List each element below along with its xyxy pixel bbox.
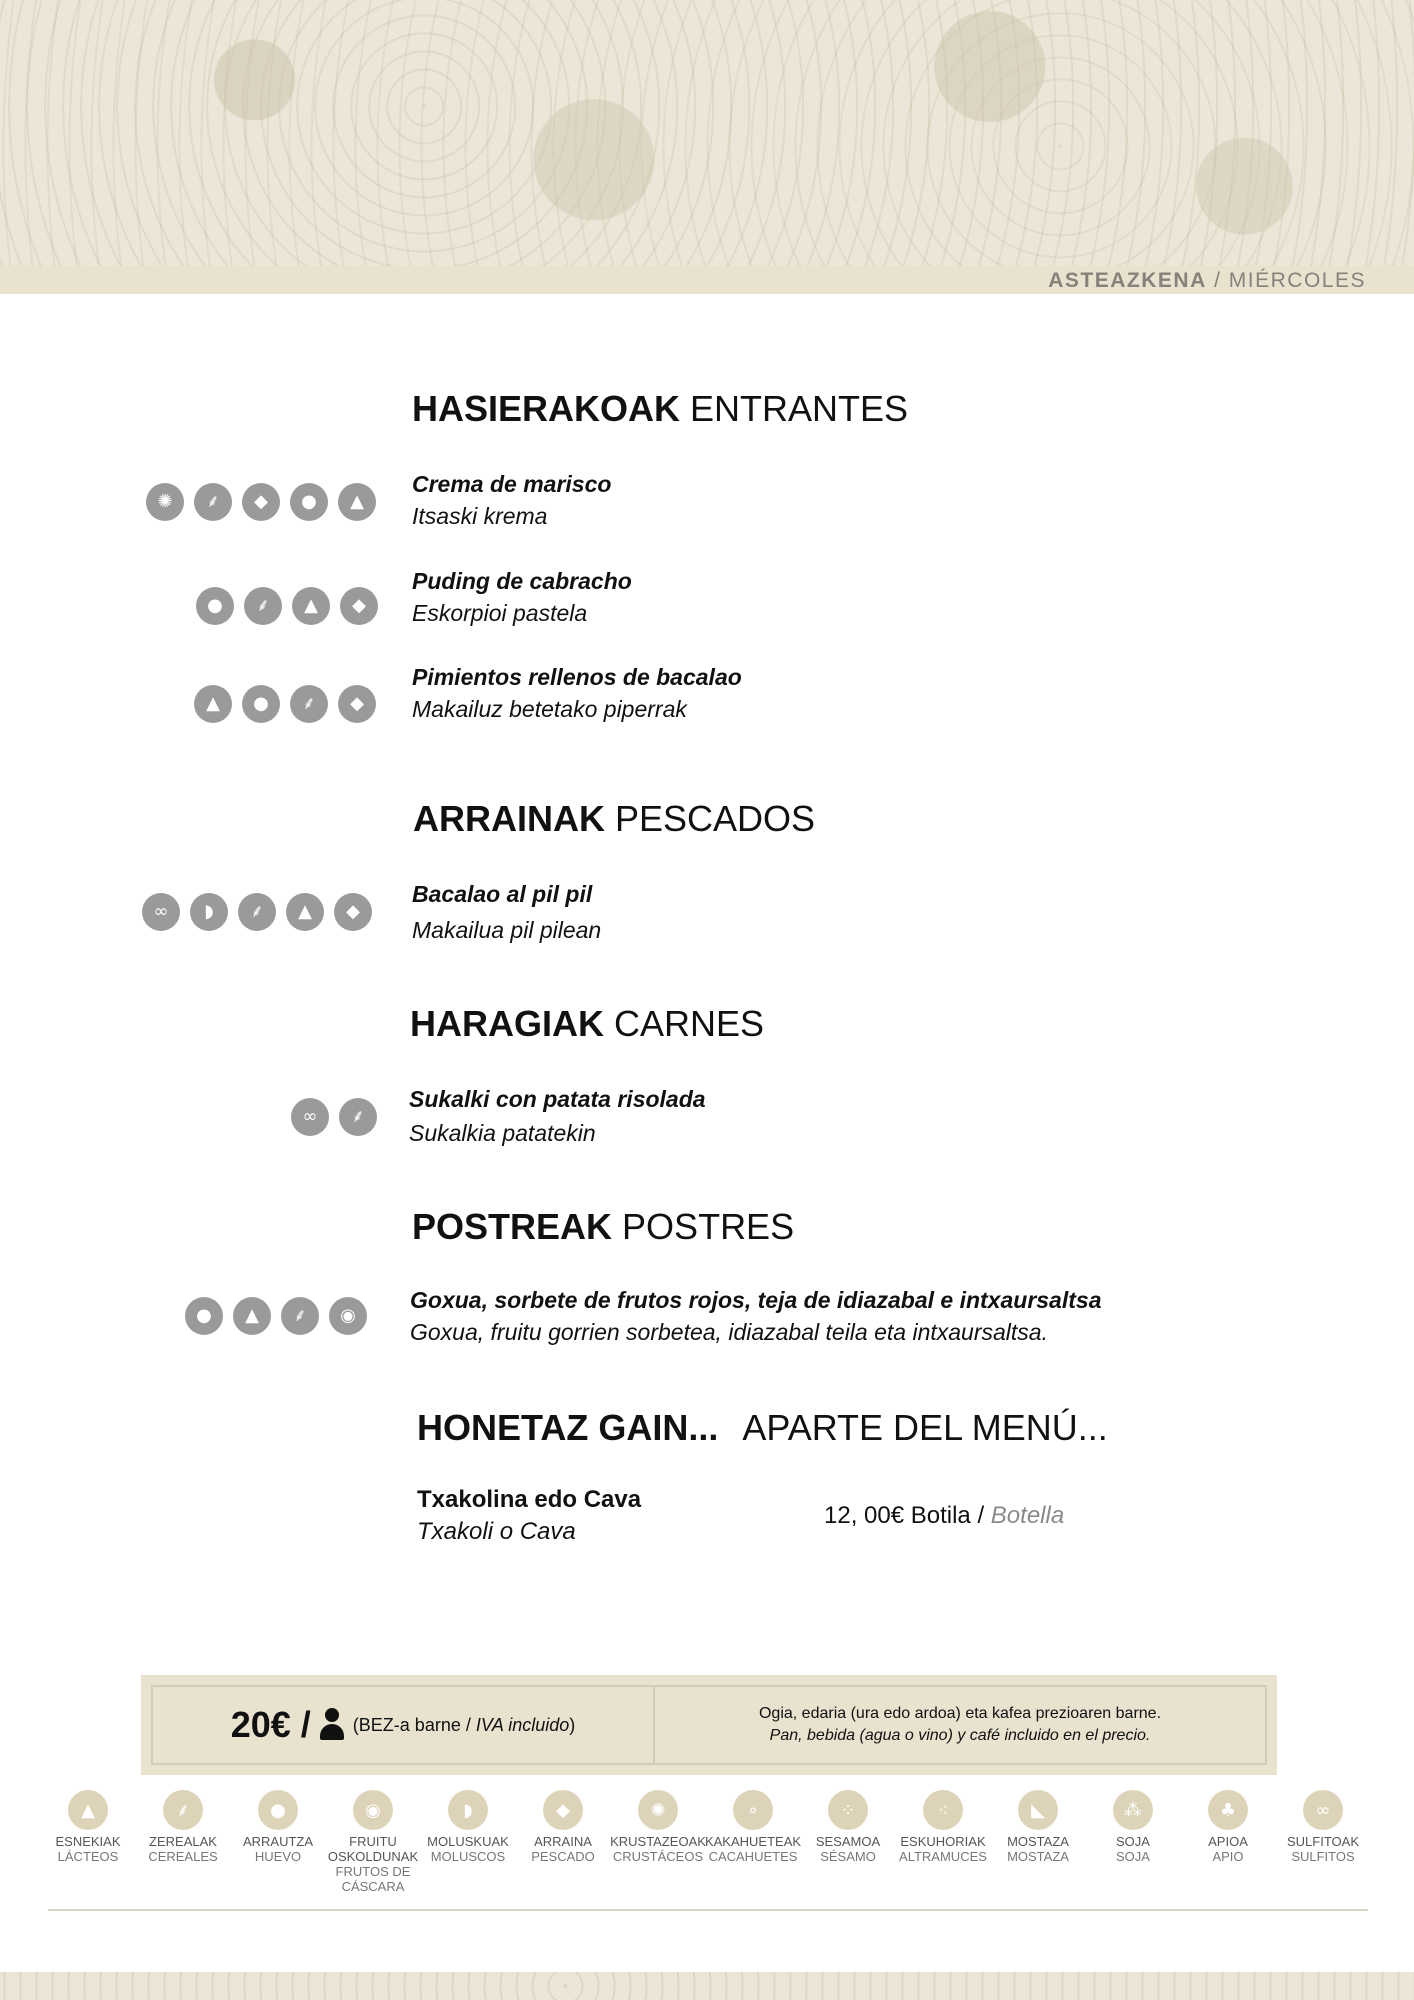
- day-basque: ASTEAZKENA: [1048, 269, 1207, 292]
- cereal-icon: ⸙: [290, 685, 328, 723]
- cereal-icon: ⸙: [244, 587, 282, 625]
- legend-label-spanish: CACAHUETES: [708, 1849, 798, 1864]
- footer-divider: [48, 1909, 1368, 1911]
- legend-label-basque: KRUSTAZEOAK: [610, 1834, 706, 1849]
- vat-note: [353, 1715, 575, 1736]
- section-title-spanish: POSTRES: [622, 1206, 795, 1247]
- peanut-icon: ∘: [733, 1790, 773, 1830]
- allergen-icons-d4: [142, 892, 372, 932]
- price-per-person: [153, 1687, 655, 1763]
- sulphite-icon: ∞: [1303, 1790, 1343, 1830]
- dish-name-spanish: Goxua, sorbete de frutos rojos, teja de idiazabal e intxaursaltsa: [410, 1287, 1102, 1313]
- mollusc-icon: ◗: [448, 1790, 488, 1830]
- legend-label-basque: MOLUSKUAK: [427, 1834, 509, 1849]
- legend-label-spanish: HUEVO: [254, 1849, 302, 1864]
- dish-name-spanish: Bacalao al pil pil: [412, 881, 593, 907]
- day-label: [1048, 266, 1366, 294]
- legend-item-mustard: [988, 1790, 1088, 1864]
- included-spanish: Pan, bebida (agua o vino) y café incluido en el precio.: [769, 1727, 1151, 1744]
- person-icon: [319, 1708, 345, 1742]
- dish-bacalao-al-pil-pil: [412, 878, 601, 946]
- section-title-spanish: PESCADOS: [615, 798, 816, 839]
- floral-footer-strip: [0, 1972, 1414, 2000]
- sesame-icon: ⁘: [828, 1790, 868, 1830]
- allergen-icons-d5: [291, 1097, 377, 1137]
- legend-label-spanish: PESCADO: [531, 1849, 595, 1864]
- section-title-basque: ARRAINAK: [413, 798, 605, 839]
- dish-name-spanish: Pimientos rellenos de bacalao: [412, 664, 742, 690]
- legend-label-spanish: SÉSAMO: [820, 1849, 876, 1864]
- allergen-icons-d6: [185, 1296, 367, 1336]
- allergen-icons-d1: [146, 482, 376, 522]
- legend-label-basque: SULFITOAK: [1286, 1834, 1359, 1849]
- allergen-legend: [48, 1790, 1366, 1900]
- legend-item-crustacean: [608, 1790, 708, 1864]
- milk-icon: ▲: [233, 1297, 271, 1335]
- legend-label-basque: ARRAINA: [534, 1834, 592, 1849]
- legend-item-sesame: [798, 1790, 898, 1864]
- legend-label-basque: ESNEKIAK: [55, 1834, 121, 1849]
- extra-item-price: [824, 1502, 1064, 1530]
- legend-label-basque: ESKUHORIAK: [900, 1834, 986, 1849]
- extra-item-spanish: Txakoli o Cava: [417, 1518, 576, 1545]
- legend-item-fish: [513, 1790, 613, 1864]
- legend-label-basque: MOSTAZA: [1007, 1834, 1069, 1849]
- cereal-icon: ⸙: [238, 893, 276, 931]
- menu-price: 20€ /: [230, 1704, 311, 1745]
- crustacean-icon: ✺: [146, 483, 184, 521]
- included-note: [655, 1687, 1265, 1763]
- nut-icon: ◉: [353, 1790, 393, 1830]
- menu-price-box: [141, 1675, 1277, 1775]
- extra-item-basque: Txakolina edo Cava: [417, 1486, 642, 1513]
- legend-label-spanish: APIO: [1212, 1849, 1244, 1864]
- legend-label-spanish: MOLUSCOS: [430, 1849, 506, 1864]
- section-title-fish: [413, 798, 815, 840]
- legend-item-celery: [1178, 1790, 1278, 1864]
- section-title-starters: [412, 388, 908, 430]
- cereal-icon: ⸙: [163, 1790, 203, 1830]
- legend-label-basque: ARRAUTZA: [242, 1834, 314, 1849]
- section-title-basque: HASIERAKOAK: [412, 388, 681, 429]
- legend-item-milk: [38, 1790, 138, 1864]
- dish-goxua: [410, 1284, 1101, 1348]
- mustard-icon: ◣: [1018, 1790, 1058, 1830]
- legend-item-mollusc: [418, 1790, 518, 1864]
- legend-item-cereal: [133, 1790, 233, 1864]
- cereal-icon: ⸙: [339, 1098, 377, 1136]
- legend-label-basque: SOJA: [1116, 1834, 1150, 1849]
- legend-item-peanut: [703, 1790, 803, 1864]
- legend-label-basque: APIOA: [1208, 1834, 1248, 1849]
- fish-icon: ◆: [334, 893, 372, 931]
- section-title-extras: [417, 1407, 1108, 1449]
- dish-name-basque: Sukalkia patatekin: [409, 1120, 596, 1146]
- dish-name-spanish: Crema de marisco: [412, 471, 612, 497]
- sulphite-icon: ∞: [291, 1098, 329, 1136]
- vat-spanish: IVA incluido: [475, 1714, 570, 1735]
- legend-label-spanish: ALTRAMUCES: [899, 1849, 987, 1864]
- dish-name-basque: Makailua pil pilean: [412, 917, 602, 943]
- celery-icon: ♣: [1208, 1790, 1248, 1830]
- fish-icon: ◆: [338, 685, 376, 723]
- dish-name-basque: Goxua, fruitu gorrien sorbetea, idiazabal teila eta intxaursaltsa.: [410, 1319, 1048, 1345]
- dish-crema-de-marisco: [412, 468, 611, 532]
- section-title-basque: HONETAZ GAIN...: [417, 1407, 719, 1448]
- included-basque: Ogia, edaria (ura edo ardoa) eta kafea prezioaren barne.: [758, 1705, 1162, 1722]
- egg-icon: ●: [196, 587, 234, 625]
- cereal-icon: ⸙: [194, 483, 232, 521]
- section-title-desserts: [412, 1206, 794, 1248]
- price-box-frame: [151, 1685, 1267, 1765]
- milk-icon: ▲: [68, 1790, 108, 1830]
- section-title-spanish: CARNES: [614, 1003, 765, 1044]
- price-bottle-basque: 12, 00€ Botila /: [824, 1502, 985, 1529]
- section-title-spanish: ENTRANTES: [690, 388, 909, 429]
- fish-icon: ◆: [543, 1790, 583, 1830]
- price-bottle-spanish: Botella: [990, 1502, 1065, 1529]
- floral-header-banner: [0, 0, 1414, 266]
- milk-icon: ▲: [286, 893, 324, 931]
- section-title-basque: HARAGIAK: [410, 1003, 604, 1044]
- legend-item-sulphite: [1273, 1790, 1373, 1864]
- crustacean-icon: ✺: [638, 1790, 678, 1830]
- legend-item-soy: [1083, 1790, 1183, 1864]
- dish-sukalki: [409, 1083, 706, 1149]
- allergen-icons-d3: [194, 684, 376, 724]
- vat-close: ): [569, 1714, 576, 1735]
- day-spanish: MIÉRCOLES: [1228, 269, 1366, 292]
- section-title-meat: [410, 1003, 764, 1045]
- dish-name-basque: Makailuz betetako piperrak: [412, 696, 687, 722]
- legend-item-nuts: [323, 1790, 423, 1894]
- legend-label-spanish: MOSTAZA: [1007, 1849, 1069, 1864]
- legend-label-basque: KAKAHUETEAK: [704, 1834, 802, 1849]
- cereal-icon: ⸙: [281, 1297, 319, 1335]
- section-title-spanish: APARTE DEL MENÚ...: [742, 1407, 1108, 1448]
- legend-label-basque: FRUITU OSKOLDUNAK: [327, 1834, 419, 1864]
- lupin-icon: ⁖: [923, 1790, 963, 1830]
- egg-icon: ●: [185, 1297, 223, 1335]
- allergen-icons-d2: [196, 586, 378, 626]
- dish-pimientos-rellenos: [412, 661, 742, 725]
- milk-icon: ▲: [194, 685, 232, 723]
- nut-icon: ◉: [329, 1297, 367, 1335]
- legend-label-basque: SESAMOA: [815, 1834, 881, 1849]
- legend-label-spanish: CRUSTÁCEOS: [612, 1849, 704, 1864]
- day-separator: /: [1214, 269, 1222, 292]
- legend-label-spanish: CEREALES: [148, 1849, 218, 1864]
- legend-item-lupin: [893, 1790, 993, 1864]
- egg-icon: ●: [290, 483, 328, 521]
- sulphite-icon: ∞: [142, 893, 180, 931]
- dish-puding-de-cabracho: [412, 565, 632, 629]
- milk-icon: ▲: [292, 587, 330, 625]
- dish-name-basque: Itsaski krema: [412, 503, 548, 529]
- legend-label-spanish: LÁCTEOS: [57, 1849, 119, 1864]
- legend-label-spanish: FRUTOS DE CÁSCARA: [335, 1864, 411, 1894]
- legend-label-spanish: SULFITOS: [1291, 1849, 1355, 1864]
- vat-basque: (BEZ-a barne /: [352, 1714, 471, 1735]
- egg-icon: ●: [258, 1790, 298, 1830]
- egg-icon: ●: [242, 685, 280, 723]
- dish-name-spanish: Puding de cabracho: [412, 568, 632, 594]
- dish-name-basque: Eskorpioi pastela: [412, 600, 588, 626]
- fish-icon: ◆: [340, 587, 378, 625]
- extra-item-txakoli: [417, 1484, 641, 1548]
- soy-icon: ⁂: [1113, 1790, 1153, 1830]
- legend-label-spanish: SOJA: [1116, 1849, 1150, 1864]
- milk-icon: ▲: [338, 483, 376, 521]
- legend-item-egg: [228, 1790, 328, 1864]
- section-title-basque: POSTREAK: [412, 1206, 613, 1247]
- fish-icon: ◆: [242, 483, 280, 521]
- legend-label-basque: ZEREALAK: [149, 1834, 217, 1849]
- mollusc-icon: ◗: [190, 893, 228, 931]
- dish-name-spanish: Sukalki con patata risolada: [409, 1086, 706, 1112]
